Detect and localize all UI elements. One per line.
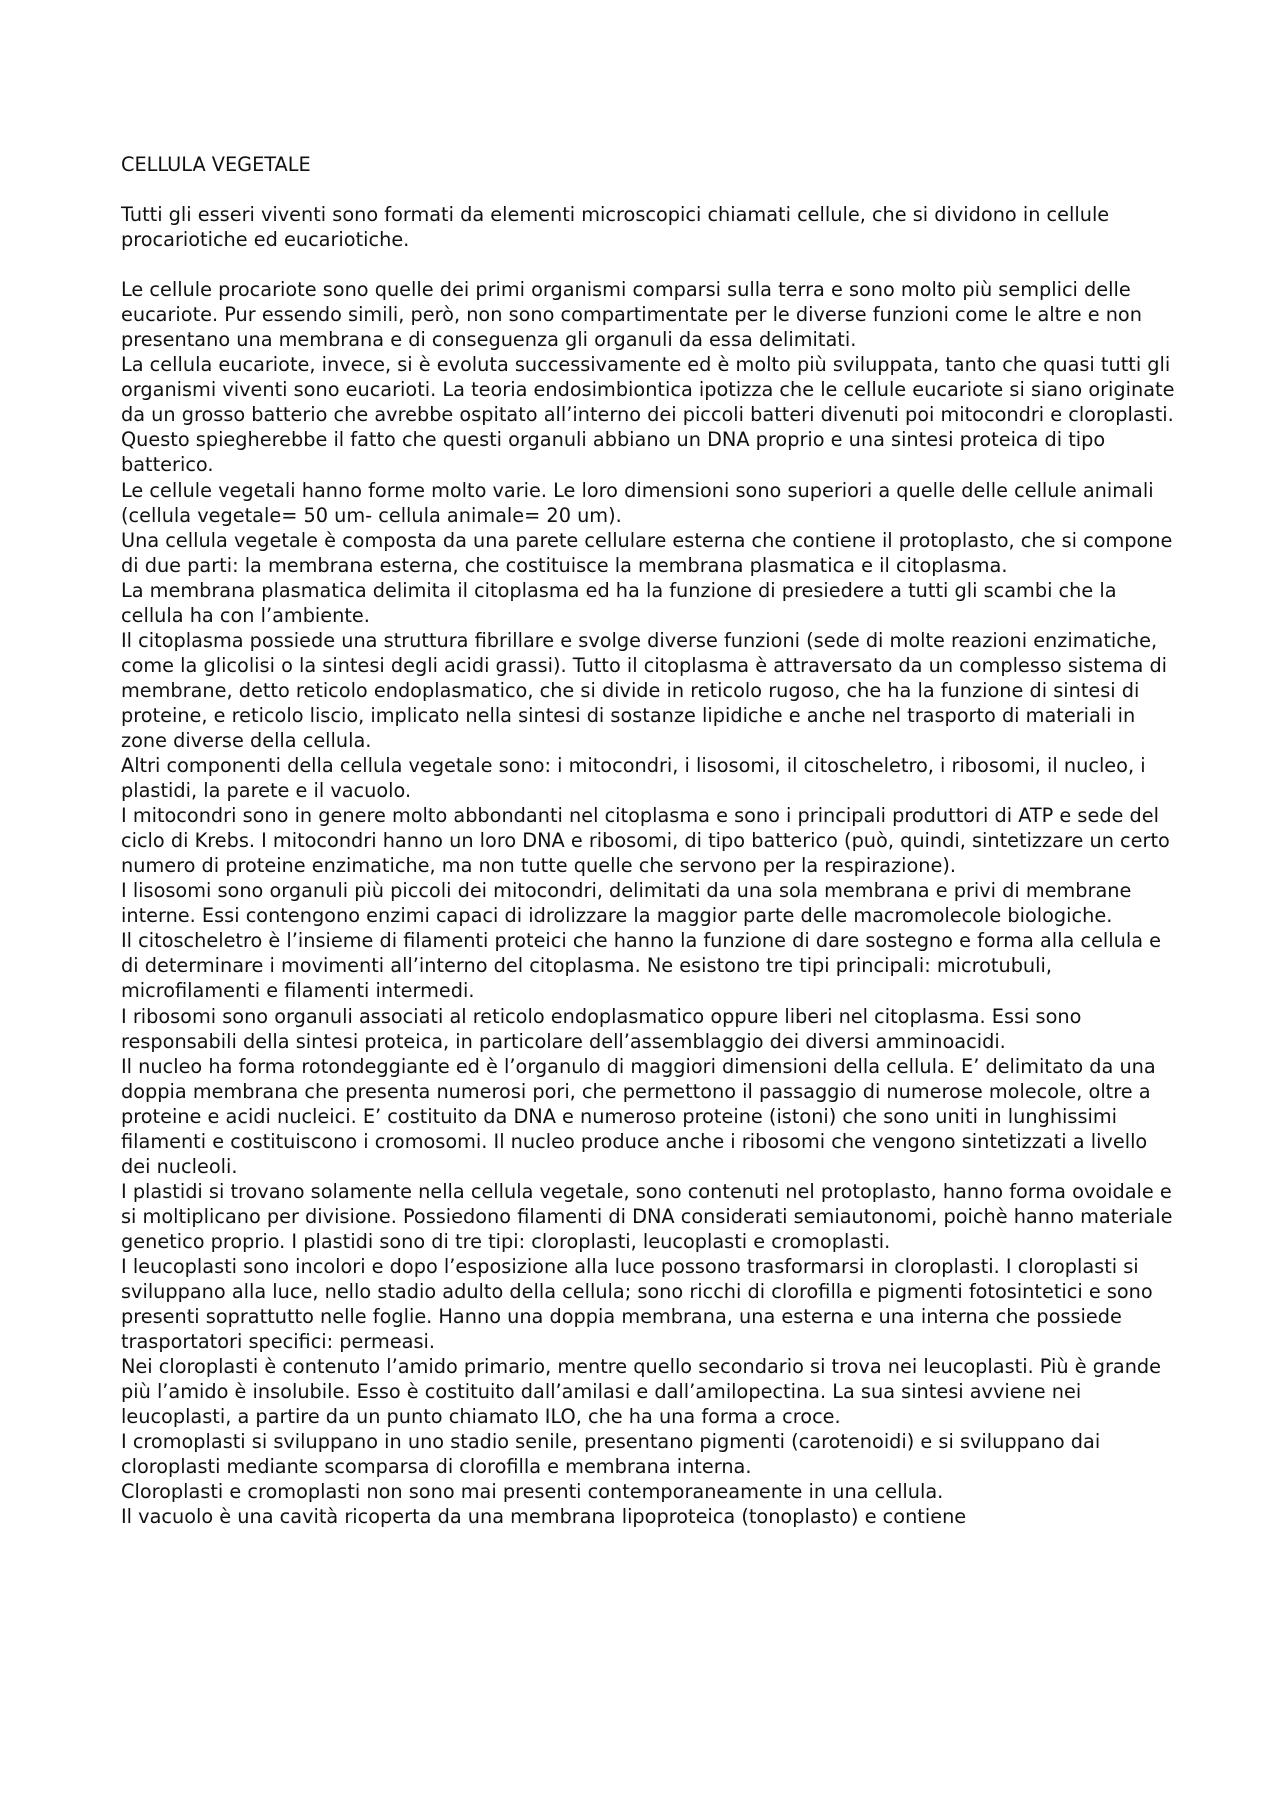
paragraph: I lisosomi sono organuli più piccoli dei mitocondri, delimitati da una sola membrana e privi di membrane interne. Essi contengono enzimi capaci di idrolizzare la maggior parte delle macromolecole biologiche. xyxy=(121,879,1132,928)
paragraph: Le cellule procariote sono quelle dei primi organismi comparsi sulla terra e sono molto più semplici delle eucariote. Pur essendo simili, però, non sono compartimentate per le diverse funzioni come le altre e non presentano una membrana e di conseguenza gli organuli da essa delimitati. xyxy=(121,278,1142,352)
paragraph: Cloroplasti e cromoplasti non sono mai presenti contemporaneamente in una cellula. xyxy=(121,1480,944,1504)
paragraph: Nei cloroplasti è contenuto l’amido primario, mentre quello secondario si trova nei leucoplasti. Più è grande più l’amido è insolubile. Esso è costituito dall’amilasi e dall’amilopectina. La sua sintesi avviene nei leucoplasti, a partire da un punto chiamato ILO, che ha una forma a croce. xyxy=(121,1355,1162,1429)
paragraph: I mitocondri sono in genere molto abbondanti nel citoplasma e sono i principali produttori di ATP e sede del ciclo di Krebs. I mitocondri hanno un loro DNA e ribosomi, di tipo batterico (può, quindi, sintetizzare un certo numero di proteine enzimatiche, ma non tutte quelle che servono per la respirazione). xyxy=(121,804,1170,878)
paragraph: Il citoscheletro è l’insieme di filamenti proteici che hanno la funzione di dare sostegno e forma alla cellula e di determinare i movimenti all’interno del citoplasma. Ne esistono tre tipi principali: microtubuli, microfilamenti e filamenti intermedi. xyxy=(121,929,1162,1003)
paragraph: I plastidi si trovano solamente nella cellula vegetale, sono contenuti nel protoplasto, hanno forma ovoidale e si moltiplicano per divisione. Possiedono filamenti di DNA considerati semiautonomi, poichè hanno materiale genetico proprio. I plastidi sono di tre tipi: cloroplasti, leucoplasti e cromoplasti. xyxy=(121,1179,1173,1253)
paragraph: Altri componenti della cellula vegetale sono: i mitocondri, i lisosomi, il citoscheletro, i ribosomi, il nucleo, i plastidi, la parete e il vacuolo. xyxy=(121,754,1146,803)
paragraph: Il citoplasma possiede una struttura fibrillare e svolge diverse funzioni (sede di molte reazioni enzimatiche, come la glicolisi o la sintesi degli acidi grassi). Tutto il citoplasma è attraversato da un complesso sistema di membrane, detto reticolo endoplasmatico, che si divide in reticolo rugoso, che ha la funzione di sintesi di proteine, e reticolo liscio, implicato nella sintesi di sostanze lipidiche e anche nel trasporto di materiali in zone diverse della cellula. xyxy=(121,628,1168,752)
paragraph: Il vacuolo è una cavità ricoperta da una membrana lipoproteica (tonoplasto) e contiene xyxy=(121,1505,967,1529)
document-title: CELLULA VEGETALE xyxy=(121,153,311,176)
paragraph: Le cellule vegetali hanno forme molto varie. Le loro dimensioni sono superiori a quelle delle cellule animali (cellula vegetale= 50 um- cellula animale= 20 um). xyxy=(121,478,1154,527)
paragraph: Una cellula vegetale è composta da una parete cellulare esterna che contiene il protoplasto, che si compone di due parti: la membrana esterna, che costituisce la membrana plasmatica e il citoplasma. xyxy=(121,528,1173,577)
paragraph: Il nucleo ha forma rotondeggiante ed è l’organulo di maggiori dimensioni della cellula. E’ delimitato da una doppia membrana che presenta numerosi pori, che permettono il passaggio di numerose molecole, oltre a proteine e acidi nucleici. E’ costituito da DNA e numeroso proteine (istoni) che sono uniti in lunghissimi filamenti e costituiscono i cromosomi. Il nucleo produce anche i ribosomi che vengono sintetizzati a livello dei nucleoli. xyxy=(121,1054,1156,1178)
paragraph: I cromoplasti si sviluppano in uno stadio senile, presentano pigmenti (carotenoidi) e si sviluppano dai cloroplasti mediante scomparsa di clorofilla e membrana interna. xyxy=(121,1430,1101,1479)
paragraph: I leucoplasti sono incolori e dopo l’esposizione alla luce possono trasformarsi in cloroplasti. I cloroplasti si sviluppano alla luce, nello stadio adulto della cellula; sono ricchi di clorofilla e pigmenti fotosintetici e sono presenti soprattutto nelle foglie. Hanno una doppia membrana, una esterna e una interna che possiede trasportatori specifici: permeasi. xyxy=(121,1254,1153,1354)
paragraph: I ribosomi sono organuli associati al reticolo endoplasmatico oppure liberi nel citoplasma. Essi sono responsabili della sintesi proteica, in particolare dell’assemblaggio dei diversi amminoacidi. xyxy=(121,1004,1082,1053)
paragraph: La cellula eucariote, invece, si è evoluta successivamente ed è molto più sviluppata, tanto che quasi tutti gli organismi viventi sono eucarioti. La teoria endosimbiontica ipotizza che le cellule eucariote si siano originate da un grosso batterio che avrebbe ospitato all’interno dei piccoli batteri divenuti poi mitocondri e cloroplasti. Questo spiegherebbe il fatto che questi organuli abbiano un DNA proprio e una sintesi proteica di tipo batterico. xyxy=(121,353,1175,477)
paragraph: Tutti gli esseri viventi sono formati da elementi microscopici chiamati cellule, che si dividono in cellule procariotiche ed eucariotiche. xyxy=(121,203,1110,252)
paragraph: La membrana plasmatica delimita il citoplasma ed ha la funzione di presiedere a tutti gli scambi che la cellula ha con l’ambiente. xyxy=(121,578,1117,627)
document-body xyxy=(121,152,1181,1529)
